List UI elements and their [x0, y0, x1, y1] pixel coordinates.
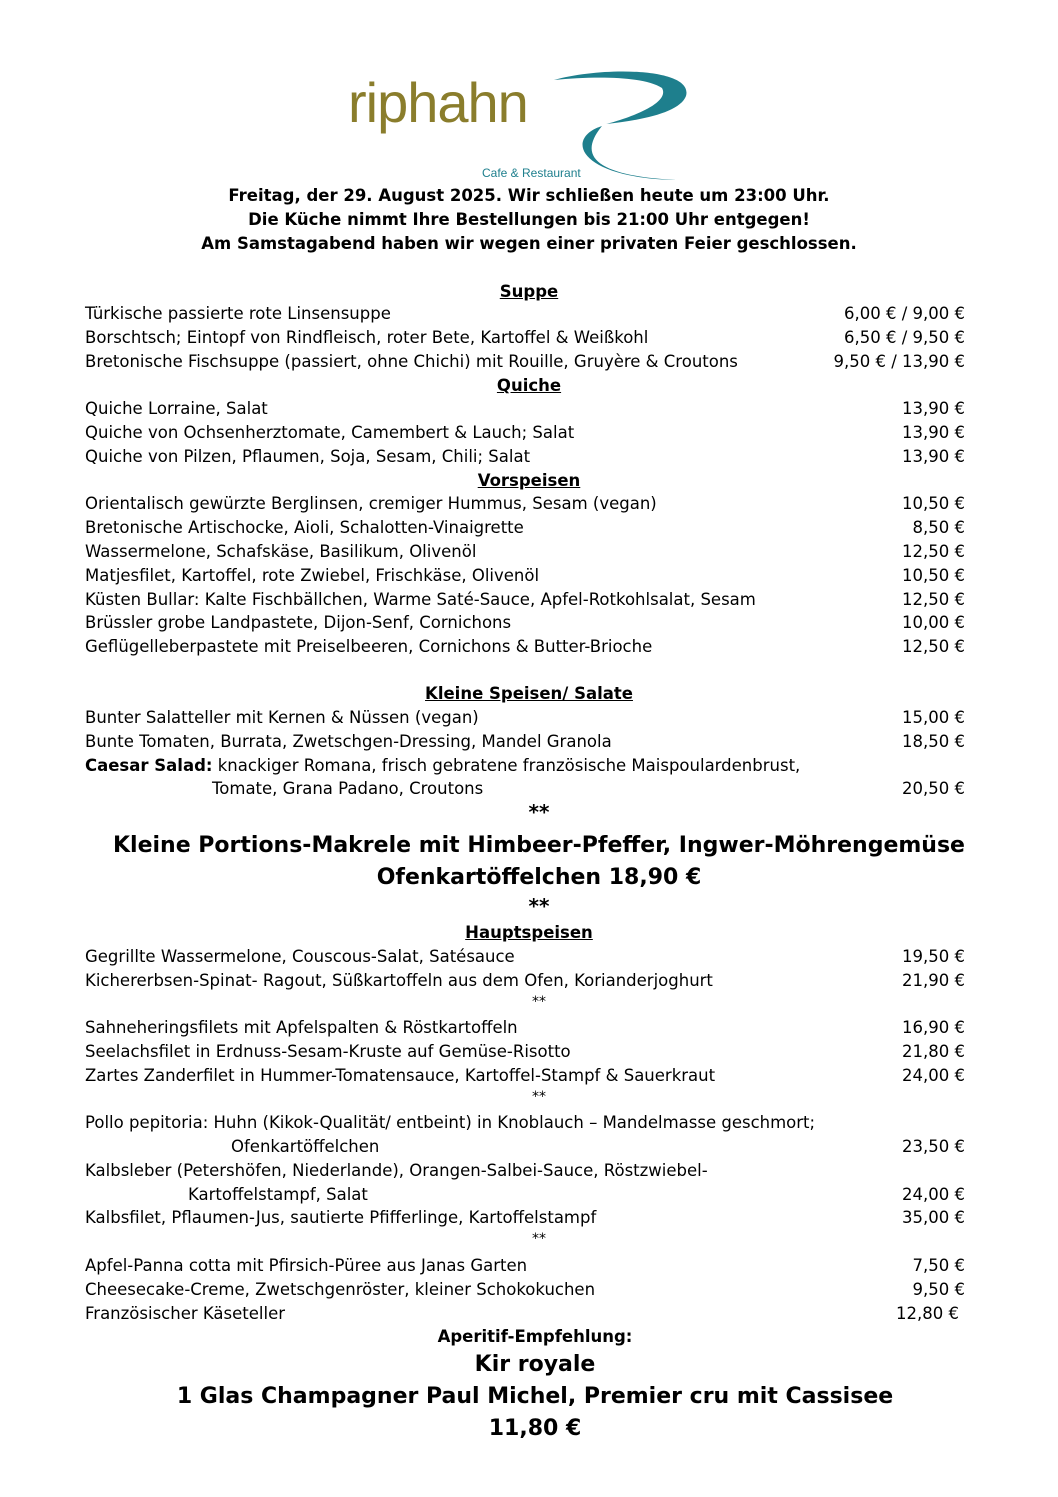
item-name-cont: Ofenkartöffelchen [231, 1137, 380, 1156]
section-heading-hauptspeisen: Hauptspeisen [465, 923, 593, 942]
item-name: Gegrillte Wassermelone, Couscous-Salat, Satésauce [85, 947, 515, 966]
menu-item [85, 302, 965, 326]
item-name: Sahneheringsfilets mit Apfelspalten & Röstkartoffeln [85, 1018, 518, 1037]
section-heading-kleine-speisen: Kleine Speisen/ Salate [425, 684, 633, 703]
item-name-cont: Kartoffelstampf, Salat [188, 1185, 368, 1204]
item-price: 13,90 € [902, 447, 965, 466]
item-price: 12,50 € [902, 590, 965, 609]
item-name: Küsten Bullar: Kalte Fischbällchen, Warme Saté-Sauce, Apfel-Rotkohlsalat, Sesam [85, 590, 756, 609]
item-price: 8,50 € [912, 518, 965, 537]
item-name: Bretonische Fischsuppe (passiert, ohne Chichi) mit Rouille, Gruyère & Croutons [85, 352, 738, 371]
item-name: Bunter Salatteller mit Kernen & Nüssen (vegan) [85, 708, 479, 727]
notice-line: Am Samstagabend haben wir wegen einer privaten Feier geschlossen. [201, 234, 857, 253]
item-price: 21,90 € [902, 971, 965, 990]
menu-item [85, 706, 965, 730]
item-price: 9,50 € [912, 1280, 965, 1299]
restaurant-logo [344, 68, 694, 186]
caesar-description-cont: Tomate, Grana Padano, Croutons [212, 779, 484, 798]
item-price: 12,50 € [902, 637, 965, 656]
menu-item [85, 326, 965, 350]
menu-item [85, 421, 965, 445]
item-name: Bretonische Artischocke, Aioli, Schalotten-Vinaigrette [85, 518, 524, 537]
item-price: 20,50 € [902, 779, 965, 798]
item-name: Apfel-Panna cotta mit Pfirsich-Püree aus Janas Garten [85, 1256, 528, 1275]
item-name: Wassermelone, Schafskäse, Basilikum, Olivenöl [85, 542, 477, 561]
separator: ** [532, 994, 546, 1010]
notice-line: Freitag, der 29. August 2025. Wir schließen heute um 23:00 Uhr. [228, 186, 830, 205]
menu-item [85, 540, 965, 564]
menu-item [85, 1302, 965, 1326]
item-name: Französischer Käseteller [85, 1304, 285, 1323]
notice-line: Die Küche nimmt Ihre Bestellungen bis 21:00 Uhr entgegen! [248, 210, 810, 229]
menu-item [85, 969, 965, 993]
item-name: Pollo pepitoria: Huhn (Kikok-Qualität/ entbeint) in Knoblauch – Mandelmasse geschmort; [85, 1113, 816, 1132]
item-name: Quiche von Ochsenherztomate, Camembert & Lauch; Salat [85, 423, 575, 442]
item-name: Brüssler grobe Landpastete, Dijon-Senf, Cornichons [85, 613, 512, 632]
item-price: 13,90 € [902, 423, 965, 442]
item-price: 24,00 € [902, 1185, 965, 1204]
item-price: 24,00 € [902, 1066, 965, 1085]
menu-item-caesar [85, 754, 965, 778]
item-price: 6,50 € / 9,50 € [843, 328, 965, 347]
menu-item [85, 635, 965, 659]
aperitif-description: 1 Glas Champagner Paul Michel, Premier cru mit Cassisee [176, 1384, 894, 1409]
item-price: 10,50 € [902, 566, 965, 585]
menu-item [85, 516, 965, 540]
item-price: 10,00 € [902, 613, 965, 632]
item-name: Quiche Lorraine, Salat [85, 399, 268, 418]
menu-item [85, 1064, 965, 1088]
menu-item [85, 564, 965, 588]
special-line: Kleine Portions-Makrele mit Himbeer-Pfeffer, Ingwer-Möhrengemüse [113, 833, 965, 858]
special-line: Ofenkartöffelchen 18,90 € [376, 865, 702, 890]
item-price: 7,50 € [912, 1256, 965, 1275]
item-name: Türkische passierte rote Linsensuppe [85, 304, 391, 323]
item-price: 21,80 € [902, 1042, 965, 1061]
item-name: Geflügelleberpastete mit Preiselbeeren, Cornichons & Butter-Brioche [85, 637, 653, 656]
item-price: 13,90 € [902, 399, 965, 418]
menu-item [85, 492, 965, 516]
caesar-description: knackiger Romana, frisch gebratene französische Maispoulardenbrust, [212, 756, 801, 775]
menu-item [85, 945, 965, 969]
menu-item [85, 1206, 965, 1230]
item-name: Kalbsleber (Petershöfen, Niederlande), Orangen-Salbei-Sauce, Röstzwiebel- [85, 1161, 708, 1180]
item-name: Kalbsfilet, Pflaumen-Jus, sautierte Pfifferlinge, Kartoffelstampf [85, 1208, 597, 1227]
item-price: 12,50 € [902, 542, 965, 561]
item-price: 12,80 € [896, 1304, 959, 1323]
item-name: Orientalisch gewürzte Berglinsen, cremiger Hummus, Sesam (vegan) [85, 494, 657, 513]
item-price: 23,50 € [902, 1137, 965, 1156]
menu-item-pollo [85, 1111, 965, 1135]
item-name: Bunte Tomaten, Burrata, Zwetschgen-Dressing, Mandel Granola [85, 732, 612, 751]
menu-item [85, 1254, 965, 1278]
menu-item [85, 1040, 965, 1064]
menu-item [85, 445, 965, 469]
menu-item [85, 588, 965, 612]
item-name: Borschtsch; Eintopf von Rindfleisch, roter Bete, Kartoffel & Weißkohl [85, 328, 649, 347]
aperitif-label: Aperitif-Empfehlung: [437, 1327, 633, 1346]
item-price: 15,00 € [902, 708, 965, 727]
item-name: Quiche von Pilzen, Pflaumen, Soja, Sesam, Chili; Salat [85, 447, 531, 466]
logo-subtitle: Cafe & Restaurant [482, 166, 581, 180]
item-name: Zartes Zanderfilet in Hummer-Tomatensauce, Kartoffel-Stampf & Sauerkraut [85, 1066, 716, 1085]
separator: ** [532, 1089, 546, 1105]
item-price: 18,50 € [902, 732, 965, 751]
item-price: 10,50 € [902, 494, 965, 513]
separator: ** [528, 800, 550, 824]
section-heading-suppe: Suppe [499, 282, 559, 301]
logo-wordmark: riphahn [348, 71, 528, 134]
item-name: Cheesecake-Creme, Zwetschgenröster, kleiner Schokokuchen [85, 1280, 596, 1299]
aperitif-price: 11,80 € [488, 1416, 582, 1441]
menu-item-caesar-cont [85, 777, 965, 801]
item-price: 35,00 € [902, 1208, 965, 1227]
menu-item-kalbsleber-cont [85, 1183, 965, 1207]
menu-item [85, 350, 965, 374]
item-price: 19,50 € [902, 947, 965, 966]
separator: ** [528, 894, 550, 918]
section-heading-vorspeisen: Vorspeisen [477, 471, 581, 490]
item-price: 9,50 € / 13,90 € [833, 352, 965, 371]
menu-item [85, 730, 965, 754]
item-name: Matjesfilet, Kartoffel, rote Zwiebel, Frischkäse, Olivenöl [85, 566, 540, 585]
section-heading-quiche: Quiche [496, 376, 562, 395]
menu-item [85, 397, 965, 421]
separator: ** [532, 1231, 546, 1247]
menu-item-pollo-cont [85, 1135, 965, 1159]
menu-item [85, 611, 965, 635]
menu-item [85, 1278, 965, 1302]
menu-item [85, 1016, 965, 1040]
item-price: 16,90 € [902, 1018, 965, 1037]
item-name: Kichererbsen-Spinat- Ragout, Süßkartoffeln aus dem Ofen, Korianderjoghurt [85, 971, 713, 990]
item-name: Seelachsfilet in Erdnuss-Sesam-Kruste auf Gemüse-Risotto [85, 1042, 571, 1061]
menu-item-kalbsleber [85, 1159, 965, 1183]
caesar-label: Caesar Salad: [85, 756, 213, 775]
aperitif-name: Kir royale [474, 1352, 596, 1377]
item-price: 6,00 € / 9,00 € [843, 304, 965, 323]
